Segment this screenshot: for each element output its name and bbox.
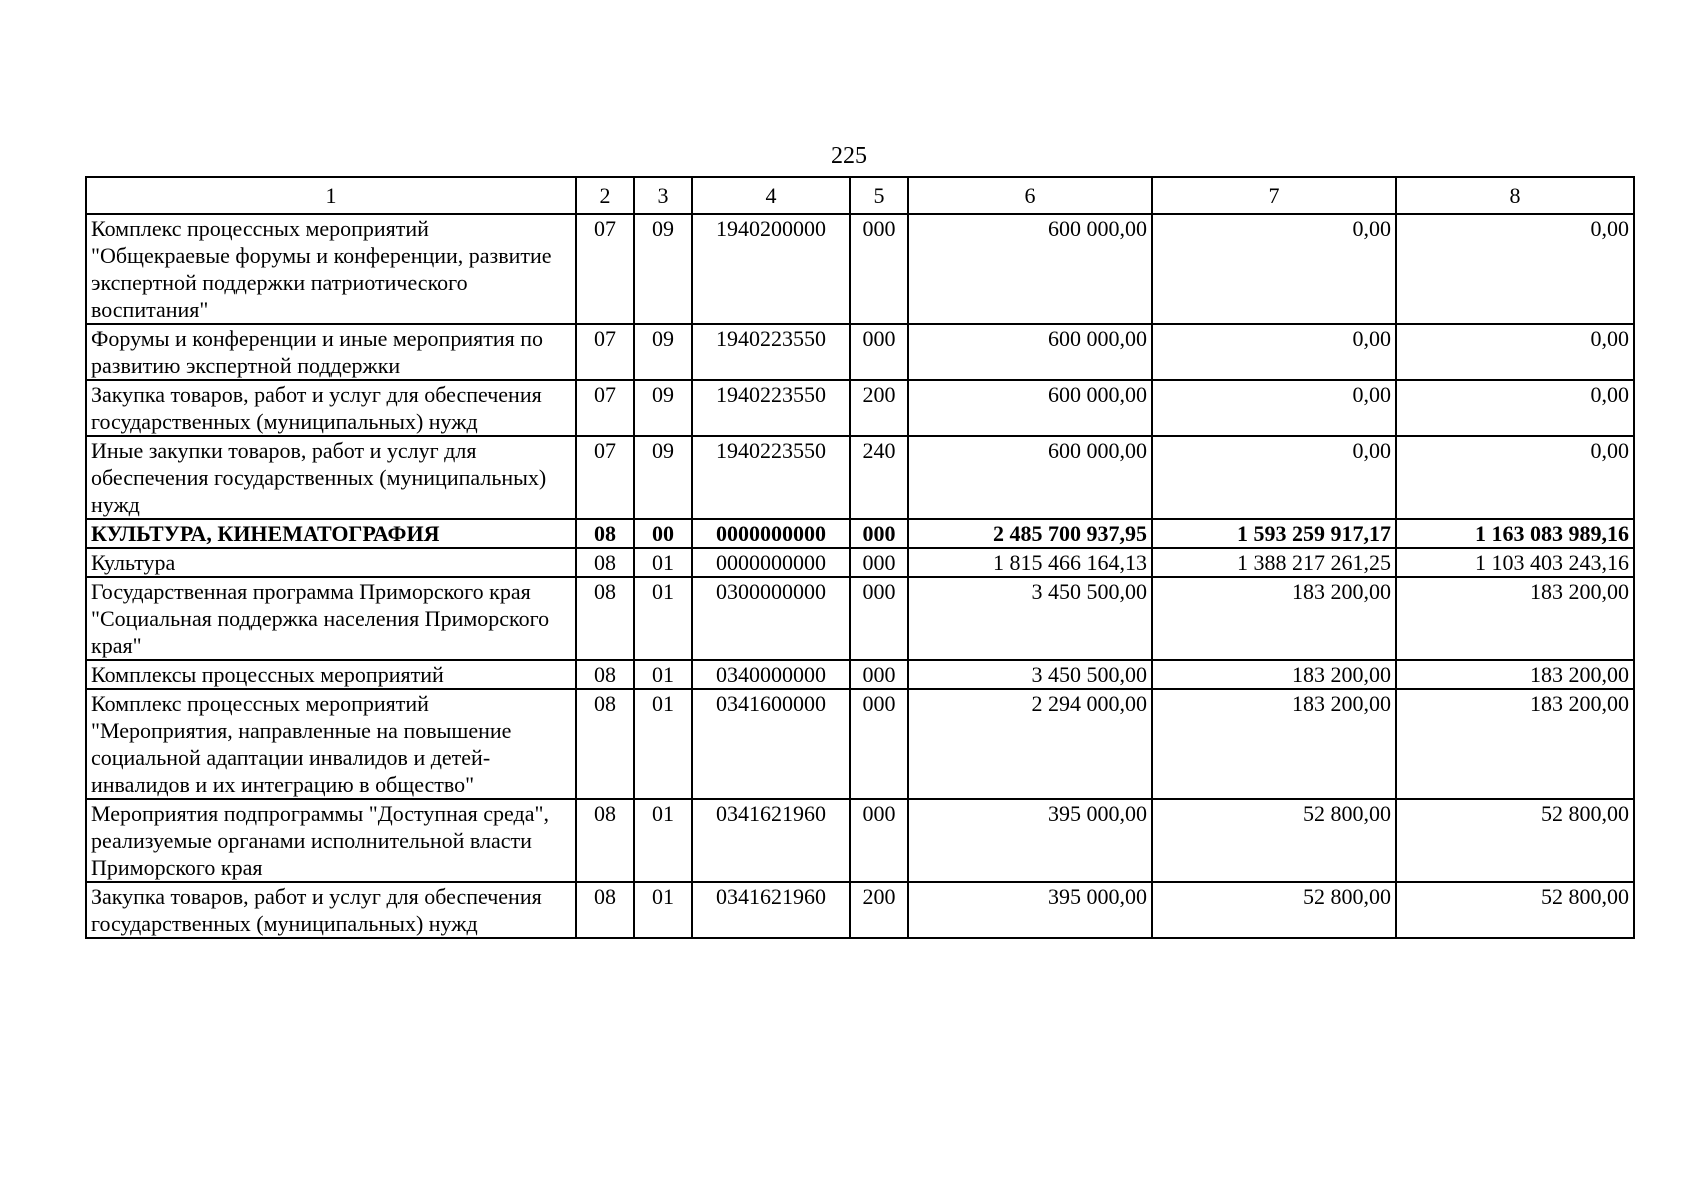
column-header: 5 xyxy=(850,177,908,214)
amount-year3-cell: 52 800,00 xyxy=(1396,882,1634,938)
subsection-code-cell: 01 xyxy=(634,689,692,799)
amount-year2-cell: 183 200,00 xyxy=(1152,577,1396,660)
subsection-code-cell: 00 xyxy=(634,519,692,548)
target-article-cell: 1940223550 xyxy=(692,436,850,519)
subsection-code-cell: 09 xyxy=(634,436,692,519)
section-code-cell: 08 xyxy=(576,882,634,938)
amount-year3-cell: 0,00 xyxy=(1396,324,1634,380)
amount-year1-cell: 395 000,00 xyxy=(908,882,1152,938)
target-article-cell: 1940223550 xyxy=(692,324,850,380)
row-name-cell: Государственная программа Приморского края "Социальная поддержка населения Приморского края" xyxy=(86,577,576,660)
section-code-cell: 07 xyxy=(576,380,634,436)
row-name-cell: Мероприятия подпрограммы "Доступная среда", реализуемые органами исполнительной власти Приморского края xyxy=(86,799,576,882)
amount-year3-cell: 0,00 xyxy=(1396,436,1634,519)
section-code-cell: 08 xyxy=(576,577,634,660)
amount-year2-cell: 1 593 259 917,17 xyxy=(1152,519,1396,548)
section-code-cell: 07 xyxy=(576,324,634,380)
amount-year3-cell: 183 200,00 xyxy=(1396,689,1634,799)
subsection-code-cell: 01 xyxy=(634,799,692,882)
amount-year2-cell: 52 800,00 xyxy=(1152,799,1396,882)
table-row xyxy=(86,689,1634,799)
section-code-cell: 08 xyxy=(576,660,634,689)
target-article-cell: 0300000000 xyxy=(692,577,850,660)
expense-type-cell: 000 xyxy=(850,660,908,689)
row-name-cell: Закупка товаров, работ и услуг для обеспечения государственных (муниципальных) нужд xyxy=(86,380,576,436)
target-article-cell: 1940200000 xyxy=(692,214,850,324)
section-code-cell: 08 xyxy=(576,689,634,799)
target-article-cell: 1940223550 xyxy=(692,380,850,436)
column-header: 3 xyxy=(634,177,692,214)
column-header: 6 xyxy=(908,177,1152,214)
amount-year2-cell: 0,00 xyxy=(1152,324,1396,380)
amount-year2-cell: 1 388 217 261,25 xyxy=(1152,548,1396,577)
amount-year3-cell: 52 800,00 xyxy=(1396,799,1634,882)
amount-year1-cell: 395 000,00 xyxy=(908,799,1152,882)
row-name-cell: Культура xyxy=(86,548,576,577)
row-name-cell: Комплекс процессных мероприятий "Общекраевые форумы и конференции, развитие экспертной поддержки патриотического воспитания" xyxy=(86,214,576,324)
row-name-cell: Закупка товаров, работ и услуг для обеспечения государственных (муниципальных) нужд xyxy=(86,882,576,938)
table-row xyxy=(86,577,1634,660)
amount-year2-cell: 183 200,00 xyxy=(1152,689,1396,799)
row-name-cell: Форумы и конференции и иные мероприятия по развитию экспертной поддержки xyxy=(86,324,576,380)
amount-year1-cell: 600 000,00 xyxy=(908,214,1152,324)
row-name-cell: Иные закупки товаров, работ и услуг для обеспечения государственных (муниципальных) нужд xyxy=(86,436,576,519)
column-header: 8 xyxy=(1396,177,1634,214)
column-header: 2 xyxy=(576,177,634,214)
section-code-cell: 08 xyxy=(576,799,634,882)
subsection-code-cell: 09 xyxy=(634,324,692,380)
table-row xyxy=(86,436,1634,519)
amount-year1-cell: 600 000,00 xyxy=(908,324,1152,380)
section-code-cell: 07 xyxy=(576,436,634,519)
subsection-code-cell: 09 xyxy=(634,380,692,436)
expense-type-cell: 240 xyxy=(850,436,908,519)
header-row xyxy=(86,177,1634,214)
table-row xyxy=(86,214,1634,324)
table-row xyxy=(86,519,1634,548)
target-article-cell: 0341621960 xyxy=(692,882,850,938)
amount-year2-cell: 0,00 xyxy=(1152,436,1396,519)
subsection-code-cell: 01 xyxy=(634,882,692,938)
table-row xyxy=(86,548,1634,577)
column-header: 1 xyxy=(86,177,576,214)
amount-year1-cell: 2 294 000,00 xyxy=(908,689,1152,799)
row-name-cell: Комплекс процессных мероприятий "Мероприятия, направленные на повышение социальной адаптации инвалидов и детей-инвалидов и их интеграцию в общество" xyxy=(86,689,576,799)
subsection-code-cell: 01 xyxy=(634,577,692,660)
column-header: 4 xyxy=(692,177,850,214)
subsection-code-cell: 01 xyxy=(634,660,692,689)
target-article-cell: 0341621960 xyxy=(692,799,850,882)
budget-table xyxy=(85,176,1635,939)
expense-type-cell: 000 xyxy=(850,548,908,577)
amount-year2-cell: 0,00 xyxy=(1152,380,1396,436)
table-row xyxy=(86,660,1634,689)
table-row xyxy=(86,324,1634,380)
page-number: 225 xyxy=(831,143,867,169)
expense-type-cell: 000 xyxy=(850,689,908,799)
amount-year1-cell: 600 000,00 xyxy=(908,380,1152,436)
table-row xyxy=(86,799,1634,882)
amount-year1-cell: 3 450 500,00 xyxy=(908,660,1152,689)
subsection-code-cell: 09 xyxy=(634,214,692,324)
target-article-cell: 0000000000 xyxy=(692,519,850,548)
table-row xyxy=(86,882,1634,938)
column-header: 7 xyxy=(1152,177,1396,214)
target-article-cell: 0000000000 xyxy=(692,548,850,577)
expense-type-cell: 000 xyxy=(850,519,908,548)
amount-year3-cell: 0,00 xyxy=(1396,214,1634,324)
section-code-cell: 08 xyxy=(576,519,634,548)
amount-year3-cell: 183 200,00 xyxy=(1396,660,1634,689)
expense-type-cell: 000 xyxy=(850,324,908,380)
amount-year2-cell: 52 800,00 xyxy=(1152,882,1396,938)
amount-year1-cell: 600 000,00 xyxy=(908,436,1152,519)
expense-type-cell: 000 xyxy=(850,577,908,660)
amount-year3-cell: 0,00 xyxy=(1396,380,1634,436)
expense-type-cell: 000 xyxy=(850,799,908,882)
amount-year3-cell: 183 200,00 xyxy=(1396,577,1634,660)
table-body xyxy=(86,214,1634,938)
expense-type-cell: 200 xyxy=(850,380,908,436)
expense-type-cell: 000 xyxy=(850,214,908,324)
amount-year1-cell: 1 815 466 164,13 xyxy=(908,548,1152,577)
amount-year1-cell: 3 450 500,00 xyxy=(908,577,1152,660)
section-code-cell: 07 xyxy=(576,214,634,324)
subsection-code-cell: 01 xyxy=(634,548,692,577)
amount-year1-cell: 2 485 700 937,95 xyxy=(908,519,1152,548)
target-article-cell: 0341600000 xyxy=(692,689,850,799)
expense-type-cell: 200 xyxy=(850,882,908,938)
row-name-cell: Комплексы процессных мероприятий xyxy=(86,660,576,689)
amount-year2-cell: 0,00 xyxy=(1152,214,1396,324)
amount-year3-cell: 1 163 083 989,16 xyxy=(1396,519,1634,548)
amount-year2-cell: 183 200,00 xyxy=(1152,660,1396,689)
target-article-cell: 0340000000 xyxy=(692,660,850,689)
table-row xyxy=(86,380,1634,436)
section-code-cell: 08 xyxy=(576,548,634,577)
row-name-cell: КУЛЬТУРА, КИНЕМАТОГРАФИЯ xyxy=(86,519,576,548)
amount-year3-cell: 1 103 403 243,16 xyxy=(1396,548,1634,577)
